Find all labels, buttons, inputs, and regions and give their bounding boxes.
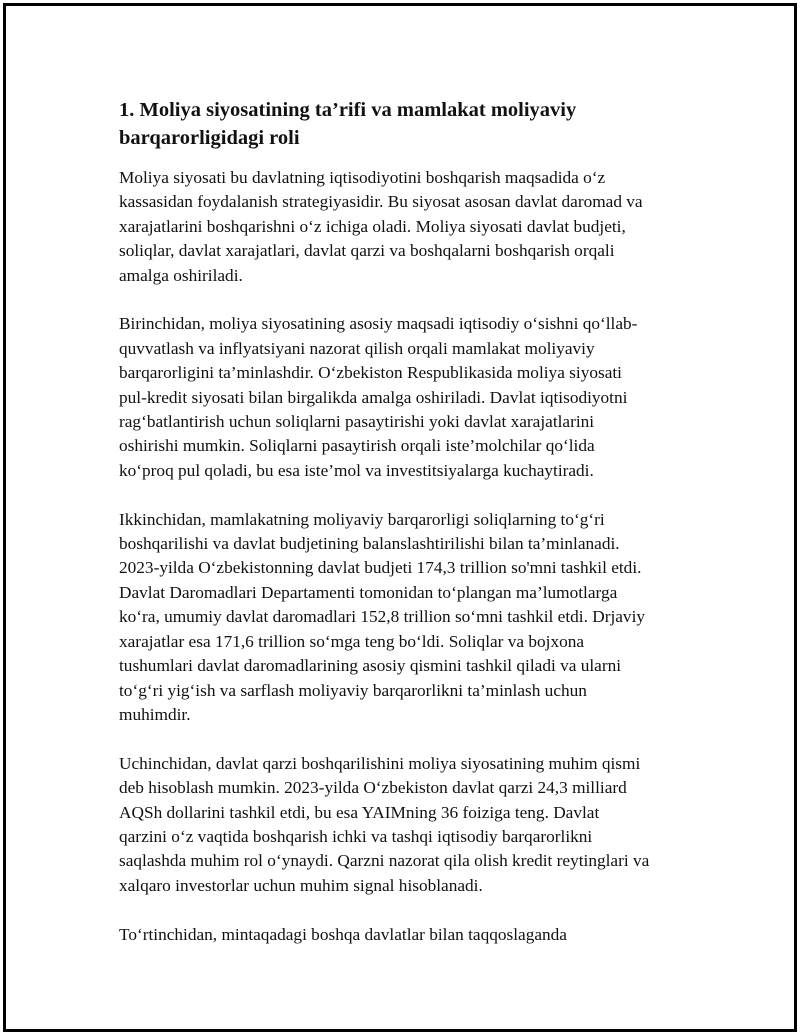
page-frame bbox=[3, 3, 797, 1032]
section-heading: 1. Moliya siyosatining ta’rifi va mamlakat moliyaviy barqarorligidagi roli bbox=[119, 99, 577, 149]
paragraph-intro: Moliya siyosati bu davlatning iqtisodiyotini boshqarish maqsadida o‘z kassasidan foydalanish strategiyasidir. Bu siyosat asosan davlat daromad va xarajatlarini boshqarishni o‘z ichiga oladi. Moliya siyosati davlat budjeti, soliqlar, davlat xarajatlari, davlat qarzi va boshqalarni boshqarish orqali amalga oshiriladi. bbox=[119, 168, 643, 285]
paragraph-second: Ikkinchidan, mamlakatning moliyaviy barqarorligi soliqlarning to‘g‘ri boshqarilishi va davlat budjetining balanslashtirilishi bilan ta’minlanadi. 2023-yilda O‘zbekistonning davlat budjeti 174,3 trillion so'mni tashkil etdi. Davlat Daromadlari Departamenti tomonidan to‘plangan ma’lumotlarga ko‘ra, umumiy davlat daromadlari 152,8 trillion so‘mni tashkil etdi. Drjaviy xarajatlar esa 171,6 trillion so‘mga teng bo‘ldi. Soliqlar va bojxona tushumlari davlat daromadlarining asosiy qismini tashkil qiladi va ularni to‘g‘ri yig‘ish va sarflash moliyaviy barqarorlikni ta’minlash uchun muhimdir. bbox=[119, 509, 646, 724]
document-body bbox=[119, 96, 699, 971]
paragraph-fourth: To‘rtinchidan, mintaqadagi boshqa davlatlar bilan taqqoslaganda bbox=[119, 924, 567, 944]
paragraph-third: Uchinchidan, davlat qarzi boshqarilishini moliya siyosatining muhim qismi deb hisoblash mumkin. 2023-yilda O‘zbekiston davlat qarzi 24,3 milliard AQSh dollarini tashkil etdi, bu esa YAIMning 36 foiziga teng. Davlat qarzini o‘z vaqtida boshqarish ichki va tashqi iqtisodiy barqarorlikni saqlashda muhim rol o‘ynaydi. Qarzni nazorat qila olish kredit reytinglari va xalqaro investorlar uchun muhim signal hisoblanadi. bbox=[119, 753, 650, 895]
paragraph-first: Birinchidan, moliya siyosatining asosiy maqsadi iqtisodiy o‘sishni qo‘llab- quvvatlash va inflyatsiyani nazorat qilish orqali mamlakat moliyaviy barqarorligini ta’minlashdir. O‘zbekiston Respublikasida moliya siyosati pul-kredit siyosati bilan birgalikda amalga oshiriladi. Davlat iqtisodiyotni rag‘batlantirish uchun soliqlarni pasaytirishi yoki davlat xarajatlarini oshirishi mumkin. Soliqlarni pasaytirish orqali iste’molchilar qo‘lida ko‘proq pul qoladi, bu esa iste’mol va investitsiyalarga kuchaytiradi. bbox=[119, 314, 638, 480]
